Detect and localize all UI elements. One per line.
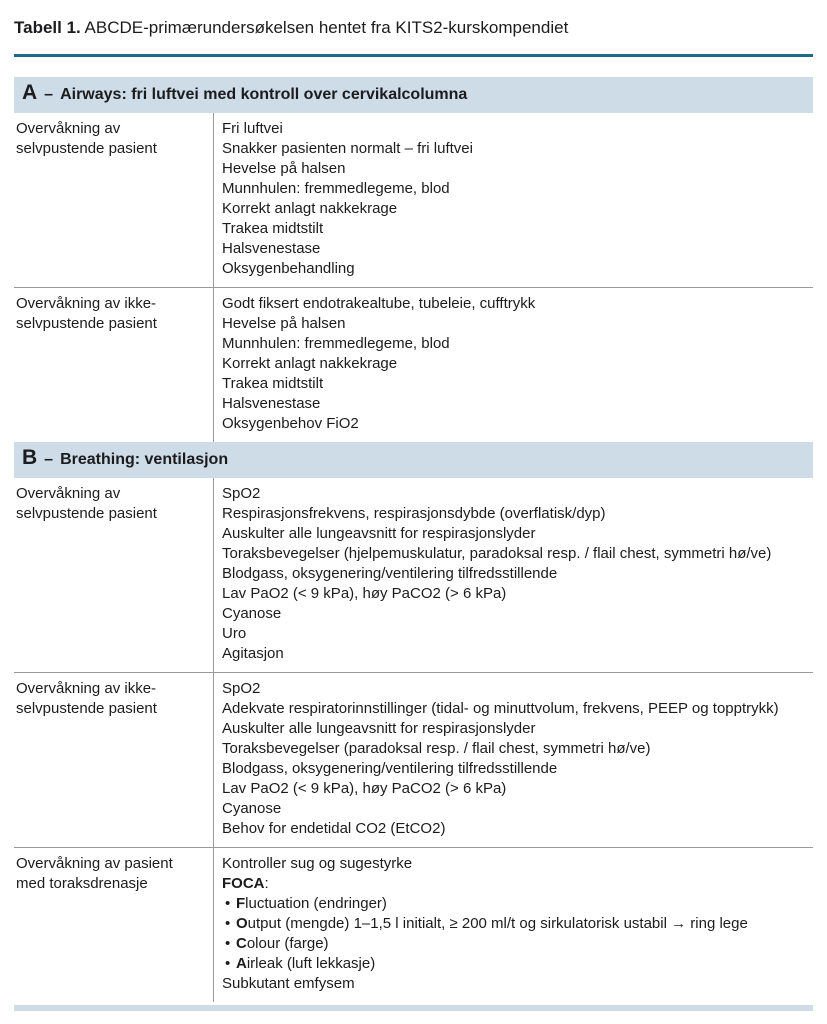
section-heading: Airways: fri luftvei med kontroll over cervikalcolumna xyxy=(60,86,468,103)
content-line xyxy=(222,219,803,239)
row-content xyxy=(213,478,813,672)
content-line xyxy=(222,699,803,719)
content-line xyxy=(222,604,803,624)
row-content xyxy=(213,848,813,1002)
content-line xyxy=(222,544,803,564)
text-segment: Munnhulen: fremmedlegeme, blod xyxy=(222,335,450,352)
text-segment: Oksygenbehov FiO2 xyxy=(222,415,359,432)
table-row xyxy=(14,672,813,847)
content-line xyxy=(222,739,803,759)
text-segment: Toraksbevegelser (hjelpemuskulatur, paradoksal resp. / flail chest, symmetri hø/ve) xyxy=(222,545,772,562)
text-segment: SpO2 xyxy=(222,680,261,697)
row-label: Overvåkning av selvpustende pasient xyxy=(16,485,157,522)
table-row xyxy=(14,847,813,1002)
content-line xyxy=(222,564,803,584)
row-label: Overvåkning av ikke-selvpustende pasient xyxy=(16,680,157,717)
content-line xyxy=(222,179,803,199)
text-segment: Uro xyxy=(222,625,247,642)
content-line xyxy=(222,974,803,994)
content-line xyxy=(222,954,803,974)
text-segment: utput (mengde) 1–1,5 l initialt, ≥ 200 ml/t og sirkulatorisk ustabil → ring lege xyxy=(247,915,748,932)
content-line xyxy=(222,334,803,354)
text-segment: Blodgass, oksygenering/ventilering tilfredsstillende xyxy=(222,760,558,777)
content-line xyxy=(222,199,803,219)
text-segment: Snakker pasienten normalt – fri luftvei xyxy=(222,140,473,157)
text-segment: Blodgass, oksygenering/ventilering tilfredsstillende xyxy=(222,565,558,582)
row-content xyxy=(213,673,813,847)
content-line xyxy=(222,644,803,664)
content-line xyxy=(222,894,803,914)
content-line xyxy=(222,119,803,139)
content-line xyxy=(222,394,803,414)
table-section xyxy=(14,77,813,442)
text-segment: Hevelse på halsen xyxy=(222,315,346,332)
content-line xyxy=(222,374,803,394)
table-caption xyxy=(14,16,813,40)
text-segment: Halsvenestase xyxy=(222,240,321,257)
text-segment: Subkutant emfysem xyxy=(222,975,355,992)
content-line xyxy=(222,239,803,259)
text-segment: F xyxy=(236,895,246,912)
content-line xyxy=(222,524,803,544)
table-row xyxy=(14,287,813,442)
text-segment: C xyxy=(236,935,247,952)
bullet-icon: • xyxy=(225,935,231,952)
section-heading: Breathing: ventilasjon xyxy=(60,451,229,468)
content-line xyxy=(222,819,803,839)
text-segment: Fri luftvei xyxy=(222,120,283,137)
text-segment: Oksygenbehandling xyxy=(222,260,355,277)
content-line xyxy=(222,779,803,799)
abcde-table xyxy=(14,77,813,1002)
next-section-peek-band xyxy=(14,1005,813,1011)
text-segment: A xyxy=(236,955,247,972)
text-segment: Korrekt anlagt nakkekrage xyxy=(222,200,398,217)
text-segment: Halsvenestase xyxy=(222,395,321,412)
section-dash: – xyxy=(44,451,54,468)
row-content xyxy=(213,113,813,287)
row-content xyxy=(213,288,813,442)
text-segment: Munnhulen: fremmedlegeme, blod xyxy=(222,180,450,197)
content-line xyxy=(222,294,803,314)
content-line xyxy=(222,314,803,334)
content-line xyxy=(222,719,803,739)
section-header xyxy=(14,442,813,478)
content-line xyxy=(222,484,803,504)
text-segment: irleak (luft lekkasje) xyxy=(246,955,376,972)
text-segment: Lav PaO2 (< 9 kPa), høy PaCO2 (> 6 kPa) xyxy=(222,585,507,602)
content-line xyxy=(222,584,803,604)
content-line xyxy=(222,874,803,894)
top-rule xyxy=(14,54,813,57)
text-segment: Korrekt anlagt nakkekrage xyxy=(222,355,398,372)
content-line xyxy=(222,624,803,644)
section-letter: A xyxy=(22,81,38,104)
text-segment: Adekvate respiratorinnstillinger (tidal- og minuttvolum, frekvens, PEEP og topptrykk) xyxy=(222,700,779,717)
bullet-icon: • xyxy=(225,895,231,912)
text-segment: Kontroller sug og sugestyrke xyxy=(222,855,413,872)
content-line xyxy=(222,504,803,524)
content-line xyxy=(222,679,803,699)
text-segment: Cyanose xyxy=(222,605,282,622)
text-segment: Godt fiksert endotrakealtube, tubeleie, cufftrykk xyxy=(222,295,536,312)
text-segment: O xyxy=(236,915,248,932)
text-segment: Agitasjon xyxy=(222,645,284,662)
row-label: Overvåkning av pasient med toraksdrenasje xyxy=(16,855,173,892)
section-dash: – xyxy=(44,86,54,103)
content-line xyxy=(222,259,803,279)
table-caption-text: ABCDE-primærundersøkelsen hentet fra KITS2-kurskompendiet xyxy=(80,18,569,37)
bullet-icon: • xyxy=(225,915,231,932)
text-segment: Auskulter alle lungeavsnitt for respirasjonslyder xyxy=(222,525,536,542)
text-segment: Lav PaO2 (< 9 kPa), høy PaCO2 (> 6 kPa) xyxy=(222,780,507,797)
content-line xyxy=(222,159,803,179)
text-segment: FOCA xyxy=(222,875,265,892)
content-line xyxy=(222,854,803,874)
table-row xyxy=(14,478,813,672)
table-section xyxy=(14,442,813,1002)
text-segment: Auskulter alle lungeavsnitt for respirasjonslyder xyxy=(222,720,536,737)
content-line xyxy=(222,914,803,934)
content-line xyxy=(222,799,803,819)
text-segment: Respirasjonsfrekvens, respirasjonsdybde (overflatisk/dyp) xyxy=(222,505,606,522)
table-row xyxy=(14,113,813,287)
text-segment: Behov for endetidal CO2 (EtCO2) xyxy=(222,820,446,837)
content-line xyxy=(222,414,803,434)
table-caption-label: Tabell 1. xyxy=(14,18,81,37)
text-segment: luctuation (endringer) xyxy=(245,895,387,912)
content-line xyxy=(222,759,803,779)
text-segment: Trakea midtstilt xyxy=(222,375,324,392)
content-line xyxy=(222,934,803,954)
content-line xyxy=(222,139,803,159)
bullet-icon: • xyxy=(225,955,231,972)
text-segment: Trakea midtstilt xyxy=(222,220,324,237)
text-segment: olour (farge) xyxy=(246,935,329,952)
text-segment: Toraksbevegelser (paradoksal resp. / flail chest, symmetri hø/ve) xyxy=(222,740,651,757)
row-label: Overvåkning av selvpustende pasient xyxy=(16,120,157,157)
section-letter: B xyxy=(22,446,38,469)
section-header xyxy=(14,77,813,113)
text-segment: SpO2 xyxy=(222,485,261,502)
text-segment: : xyxy=(264,875,269,892)
content-line xyxy=(222,354,803,374)
row-label: Overvåkning av ikke-selvpustende pasient xyxy=(16,295,157,332)
text-segment: Cyanose xyxy=(222,800,282,817)
text-segment: Hevelse på halsen xyxy=(222,160,346,177)
